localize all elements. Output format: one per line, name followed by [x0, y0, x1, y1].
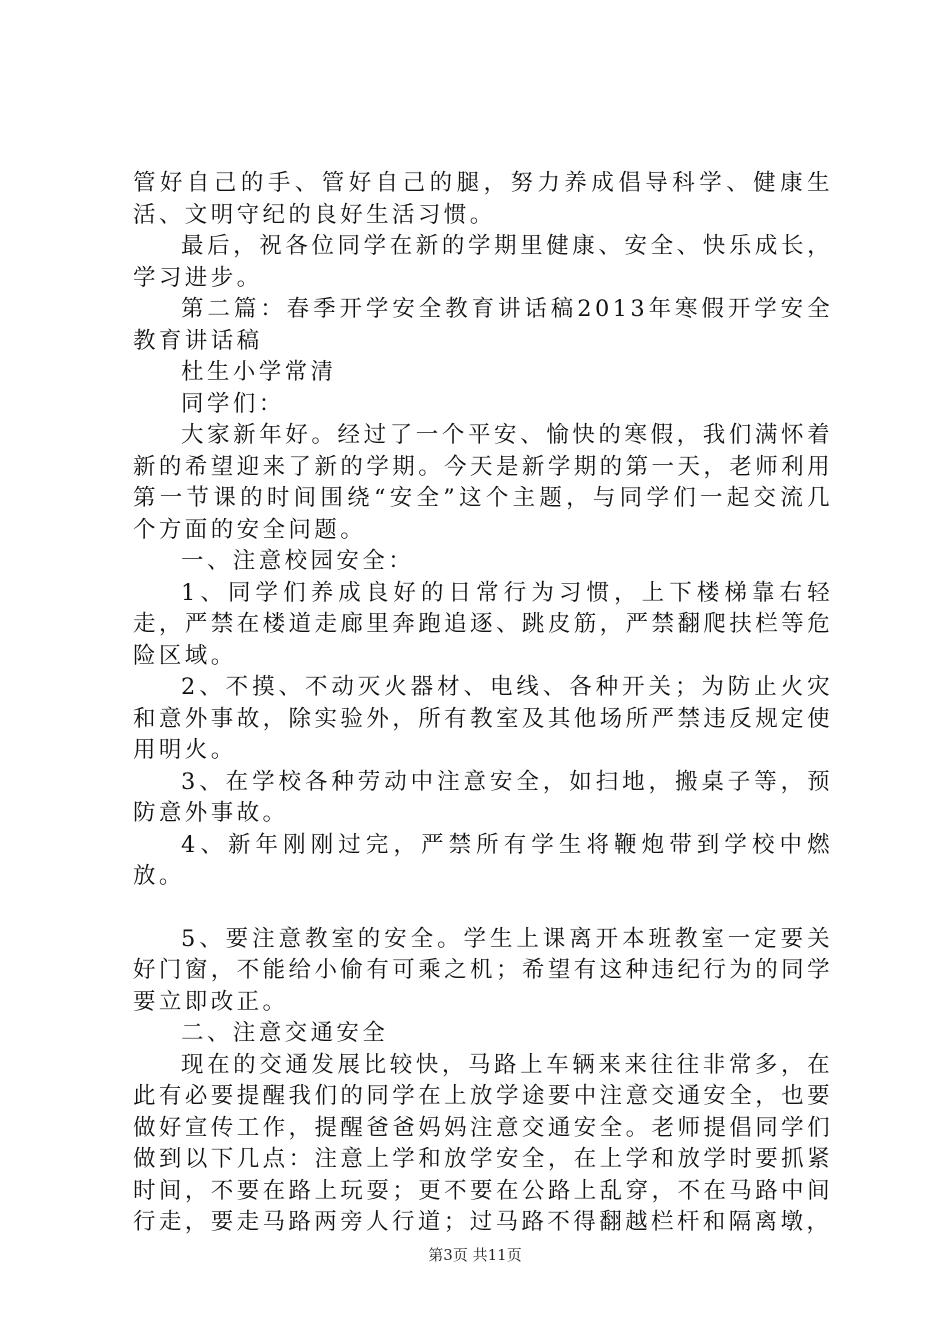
page-footer: 第3页 共11页: [428, 1246, 522, 1264]
paragraph-traffic: 现在的交通发展比较快，马路上车辆来来往往非常多，在此有必要提醒我们的同学在上放学途要中注意交通安全，也要做好宣传工作，提醒爸爸妈妈注意交通安全。老师提倡同学们做到以下几点：注意上学和放学安全，在上学和放学时要抓紧时间，不要在路上玩耍；更不要在公路上乱穿，不在马路中间行走，要走马路两旁人行道；过马路不得翻越栏杆和隔离墩，: [133, 1051, 833, 1235]
list-item-2: 2、不摸、不动灭火器材、电线、各种开关；为防止火灾和意外事故，除实验外，所有教室及其他场所严禁违反规定使用明火。: [133, 674, 833, 763]
heading-campus-safety: 一、注意校园安全：: [181, 548, 415, 574]
list-item-3: 3、在学校各种劳动中注意安全，如扫地，搬桌子等，预防意外事故。: [133, 768, 833, 826]
heading-traffic-safety: 二、注意交通安全: [181, 1020, 389, 1046]
paragraph-closing-wish: 最后，祝各位同学在新的学期里健康、安全、快乐成长，学习进步。: [133, 233, 833, 291]
list-item-5: 5、要注意教室的安全。学生上课离开本班教室一定要关好门窗，不能给小偷有可乘之机；希望有这种违纪行为的同学要立即改正。: [133, 925, 833, 1015]
salutation: 同学们：: [181, 390, 285, 417]
list-item-1: 1、同学们养成良好的日常行为习惯，上下楼梯靠右轻走，严禁在楼道走廊里奔跑追逐、跳皮筋，严禁翻爬扶栏等危险区域。: [133, 579, 833, 669]
paragraph-habits: 管好自己的手、管好自己的腿，努力养成倡导科学、健康生活、文明守纪的良好生活习惯。: [133, 170, 833, 228]
document-body: [133, 168, 833, 1239]
author-line: 杜生小学常清: [181, 359, 337, 385]
list-item-4: 4、新年刚刚过完，严禁所有学生将鞭炮带到学校中燃放。: [133, 831, 833, 889]
section-title-second-speech: 第二篇：春季开学安全教育讲话稿2013年寒假开学安全教育讲话稿: [133, 296, 833, 354]
paragraph-greeting: 大家新年好。经过了一个平安、愉快的寒假，我们满怀着新的希望迎来了新的学期。今天是新学期的第一天，老师利用第一节课的时间围绕“安全”这个主题，与同学们一起交流几个方面的安全问题。: [133, 422, 833, 543]
